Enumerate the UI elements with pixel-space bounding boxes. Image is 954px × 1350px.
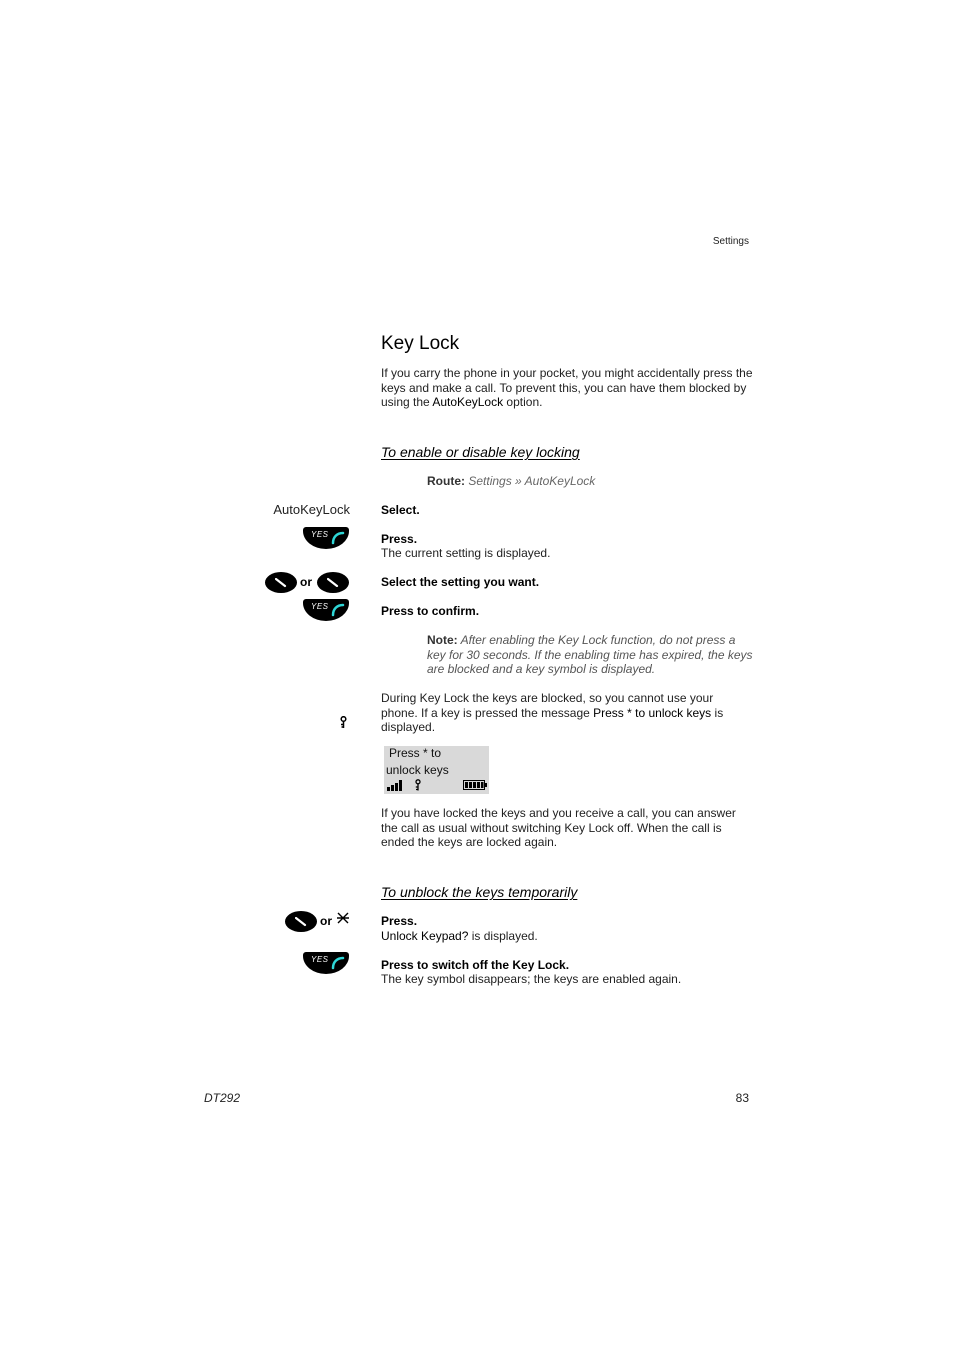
section-heading-enable: To enable or disable key locking — [381, 444, 580, 460]
or-label: or — [300, 575, 312, 589]
keylock-text: During Key Lock the keys are blocked, so you cannot use your phone. If a key is pressed the message — [381, 691, 714, 720]
unblock-step-switch-off: Press to switch off the Key Lock. — [381, 958, 570, 972]
page-title: Key Lock — [381, 333, 460, 354]
intro-paragraph — [381, 366, 753, 410]
unblock-step-press: Press. — [381, 914, 418, 928]
display-line-1: Press * to — [389, 746, 442, 760]
arrow-down-icon — [275, 578, 287, 588]
signal-strength-icon — [387, 780, 403, 791]
route-path: Settings » AutoKeyLock — [468, 474, 596, 488]
key-symbol-icon — [339, 716, 348, 729]
note — [427, 633, 753, 677]
unlock-keypad-message: Unlock Keypad? — [381, 929, 469, 943]
unlock-detail-text: is displayed. — [468, 929, 538, 943]
unblock-step-detail — [381, 929, 753, 944]
menu-option-label: AutoKeyLock — [273, 502, 350, 517]
intro-text: If you carry the phone in your pocket, you might accidentally press the keys and make a call. To prevent this, you can have them blocked by using the — [381, 366, 753, 410]
step-press: Press. — [381, 532, 418, 546]
phone-handset-icon — [331, 603, 345, 617]
intro-option-name: AutoKeyLock — [432, 395, 504, 410]
keylock-paragraph — [381, 691, 753, 735]
nav-up-key-icon — [317, 572, 349, 593]
keylock-text-end: is displayed. — [381, 705, 724, 735]
note-label: Note: — [427, 633, 458, 647]
or-label: or — [320, 914, 332, 928]
battery-icon — [463, 780, 487, 790]
arrow-up-icon — [327, 577, 339, 587]
route-line — [427, 474, 595, 488]
yes-key-label: YES — [311, 530, 329, 539]
running-header: Settings — [712, 236, 749, 247]
step-select: Select. — [381, 503, 420, 517]
incoming-call-paragraph: If you have locked the keys and you receive a call, you can answer the call as usual without switching Key Lock off. When the call is ended the keys are locked again. — [381, 806, 736, 850]
key-lock-icon — [414, 779, 422, 791]
step-confirm: Press to confirm. — [381, 604, 480, 618]
nav-down-key-icon — [265, 572, 297, 593]
yes-key-icon — [303, 952, 349, 974]
phone-handset-icon — [331, 531, 345, 545]
page-number: 83 — [735, 1091, 749, 1105]
nav-down-key-icon — [285, 911, 317, 932]
yes-key-label: YES — [311, 955, 329, 964]
route-label: Route: — [427, 474, 465, 488]
step-press-detail: The current setting is displayed. — [381, 546, 551, 560]
unblock-step-result: The key symbol disappears; the keys are enabled again. — [381, 972, 682, 986]
footer-model: DT292 — [204, 1091, 241, 1105]
yes-key-icon — [303, 599, 349, 621]
step-select-setting: Select the setting you want. — [381, 575, 540, 589]
keylock-message: Press * to unlock keys — [593, 705, 712, 720]
yes-key-icon — [303, 527, 349, 549]
intro-text-end: option. — [503, 395, 543, 410]
yes-key-label: YES — [311, 602, 329, 611]
phone-display — [384, 746, 489, 794]
phone-handset-icon — [331, 956, 345, 970]
note-text: After enabling the Key Lock function, do not press a key for 30 seconds. If the enabling time has expired, the keys are blocked and a key symbol is displayed. — [427, 633, 753, 677]
star-key-icon — [336, 911, 350, 925]
section-heading-unblock: To unblock the keys temporarily — [381, 884, 578, 900]
arrow-down-icon — [295, 917, 307, 927]
display-line-2: unlock keys — [386, 763, 449, 777]
